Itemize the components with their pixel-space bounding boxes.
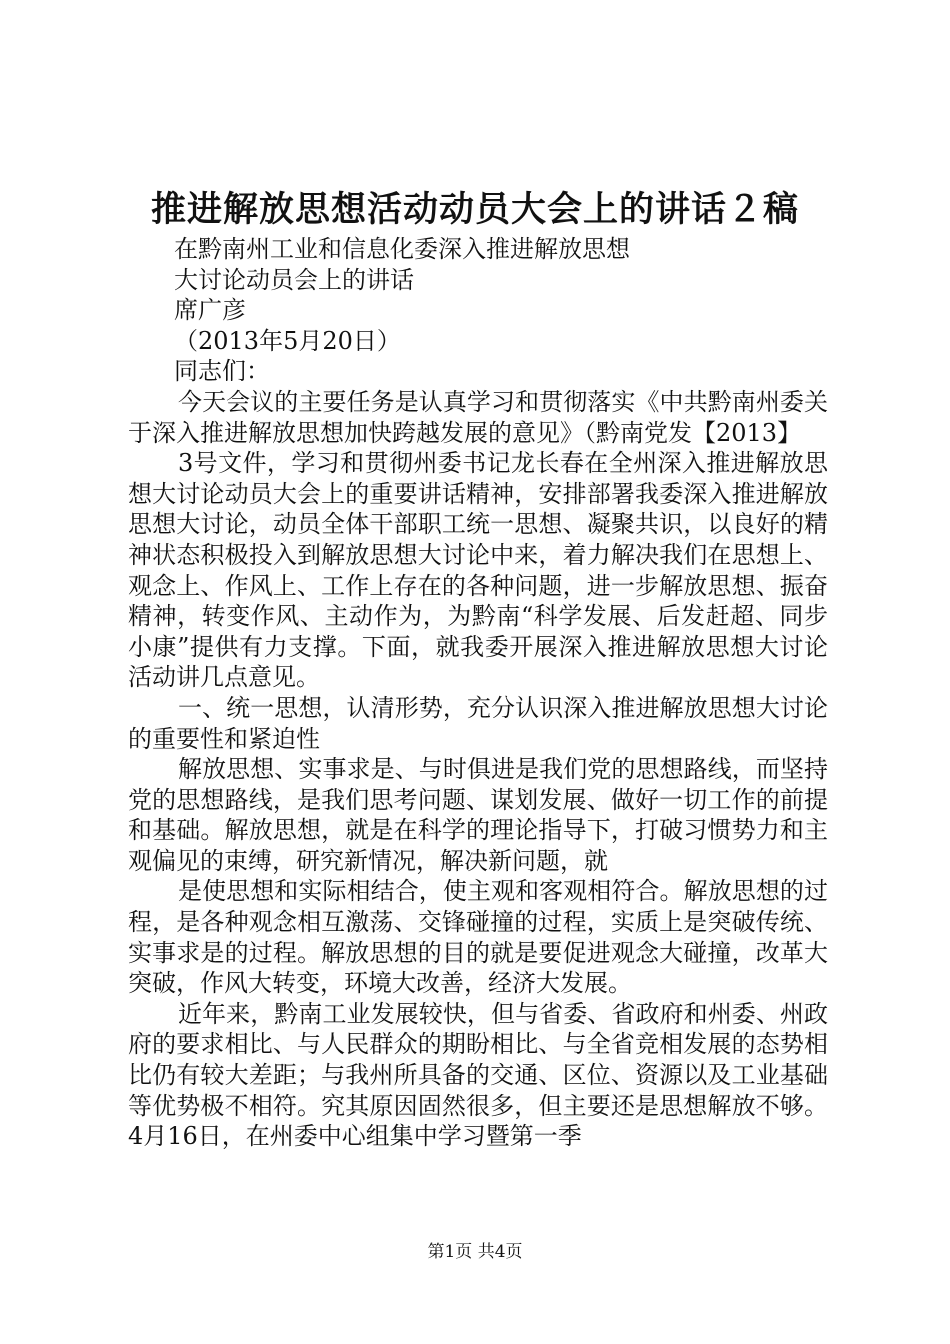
author-name: 席广彦 bbox=[174, 296, 246, 325]
paragraph-ideology-continued: 是使思想和实际相结合，使主观和客观相符合。解放思想的过程，是各种观念相互激荡、交锋碰撞的过程，实质上是突破传统、实事求是的过程。解放思想的目的就是要促进观念大碰撞，改革大突破，作风大转变，环境大改善，经济大发展。 bbox=[128, 877, 828, 998]
speech-date: （2013年5月20日） bbox=[174, 326, 401, 355]
paragraph-document-number: 3号文件，学习和贯彻州委书记龙长春在全州深入推进解放思想大讨论动员大会上的重要讲话精神，安排部署我委深入推进解放思想大讨论，动员全体干部职工统一思想、凝聚共识，以良好的精神状态积极投入到解放思想大讨论中来，着力解决我们在思想上、观念上、作风上、工作上存在的各种问题，进一步解放思想、振奋精神，转变作风、主动作为，为黔南“科学发展、后发赶超、同步小康”提供有力支撑。下面，就我委开展深入推进解放思想大讨论活动讲几点意见。 bbox=[128, 449, 828, 692]
paragraph-ideology: 解放思想、实事求是、与时俱进是我们党的思想路线，而坚持党的思想路线，是我们思考问题、谋划发展、做好一切工作的前提和基础。解放思想，就是在科学的理论指导下，打破习惯势力和主观偏见的束缚，研究新情况，解决新问题，就 bbox=[128, 755, 828, 875]
paragraph-recent-years: 近年来，黔南工业发展较快，但与省委、省政府和州委、州政府的要求相比、与人民群众的期盼相比、与全省竞相发展的态势相比仍有较大差距；与我州所具备的交通、区位、资源以及工业基础等优势极不相符。究其原因固然很多，但主要还是思想解放不够。4月16日，在州委中心组集中学习暨第一季 bbox=[128, 999, 828, 1151]
subtitle-line-1: 在黔南州工业和信息化委深入推进解放思想 bbox=[174, 235, 630, 263]
paragraph-intro: 今天会议的主要任务是认真学习和贯彻落实《中共黔南州委关于深入推进解放思想加快跨越发展的意见》（黔南党发【2013】 bbox=[128, 387, 828, 447]
subtitle-line-2: 大讨论动员会上的讲话 bbox=[174, 265, 414, 294]
document-title: 推进解放思想活动动员大会上的讲话２稿 bbox=[150, 189, 799, 230]
page-number-footer: 第1页 共4页 bbox=[427, 1242, 523, 1262]
salutation: 同志们： bbox=[174, 357, 270, 386]
section-heading-1: 一、统一思想，认清形势，充分认识深入推进解放思想大讨论的重要性和紧迫性 bbox=[128, 693, 828, 753]
document-body bbox=[128, 234, 828, 1152]
